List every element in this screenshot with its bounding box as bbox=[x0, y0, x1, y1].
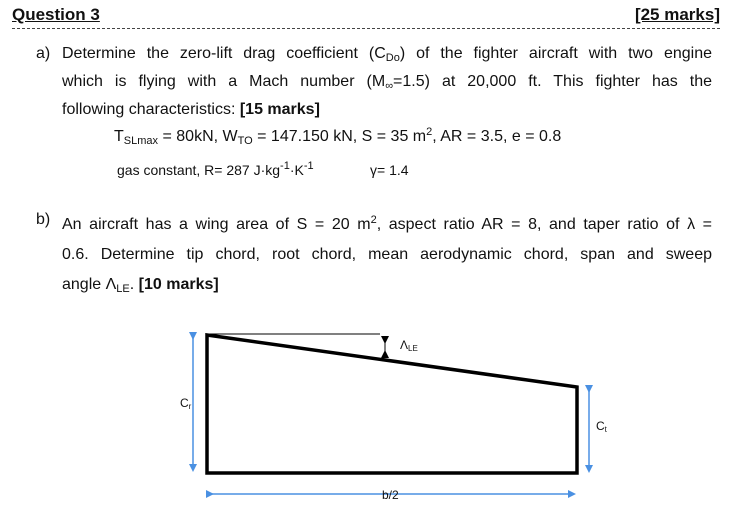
gamma-value: γ= 1.4 bbox=[370, 162, 409, 178]
sweep-arrow-head-icon bbox=[381, 336, 389, 344]
sweep-angle-label: ΛLE bbox=[400, 338, 418, 353]
part-a-marks: [15 marks] bbox=[239, 101, 320, 118]
semi-span-label: b/2 bbox=[382, 488, 399, 502]
part-b-marks: [10 marks] bbox=[138, 276, 219, 293]
part-b-line-1: An aircraft has a wing area of S = 20 $m^2$, aspect ratio AR = 8, and taper ratio of λ = bbox=[62, 214, 713, 233]
part-a-line-3: following characteristics: [15 marks] bbox=[62, 101, 320, 118]
part-a-line-1: Determine the zero-lift drag coefficient $(C_{Do})$ of the fighter aircraft with two engine bbox=[62, 45, 712, 64]
part-b-line-3: angle $\Lambda_{LE}$. [10 marks] bbox=[62, 276, 219, 295]
part-a-label: a) bbox=[36, 45, 51, 62]
question-marks: [25 marks] bbox=[634, 5, 720, 24]
part-b-label: b) bbox=[36, 211, 51, 228]
gas-constant: gas constant, R= 287 $J\cdot kg^{-1}\cdot K^{-1}$ bbox=[117, 160, 314, 178]
part-b-line-2: 0.6. Determine tip chord, root chord, mean aerodynamic chord, span and sweep bbox=[62, 246, 712, 263]
question-title: Question 3 bbox=[12, 5, 100, 24]
wing-planform-outline bbox=[207, 335, 577, 473]
root-chord-label: Cr bbox=[180, 396, 192, 411]
part-a-line-2: which is flying with a Mach number $(M_\infty=1.5)$ at 20,000 ft. This fighter has the bbox=[62, 73, 713, 92]
given-values-line-1: $T_{SLmax} = 80kN$, $W_{TO} = 147.150$ kN, S = 35 $m^2$, AR = 3.5, e = 0.8 bbox=[114, 126, 562, 147]
tip-chord-label: Ct bbox=[596, 419, 607, 434]
sweep-arrow-tail-icon bbox=[381, 350, 389, 358]
